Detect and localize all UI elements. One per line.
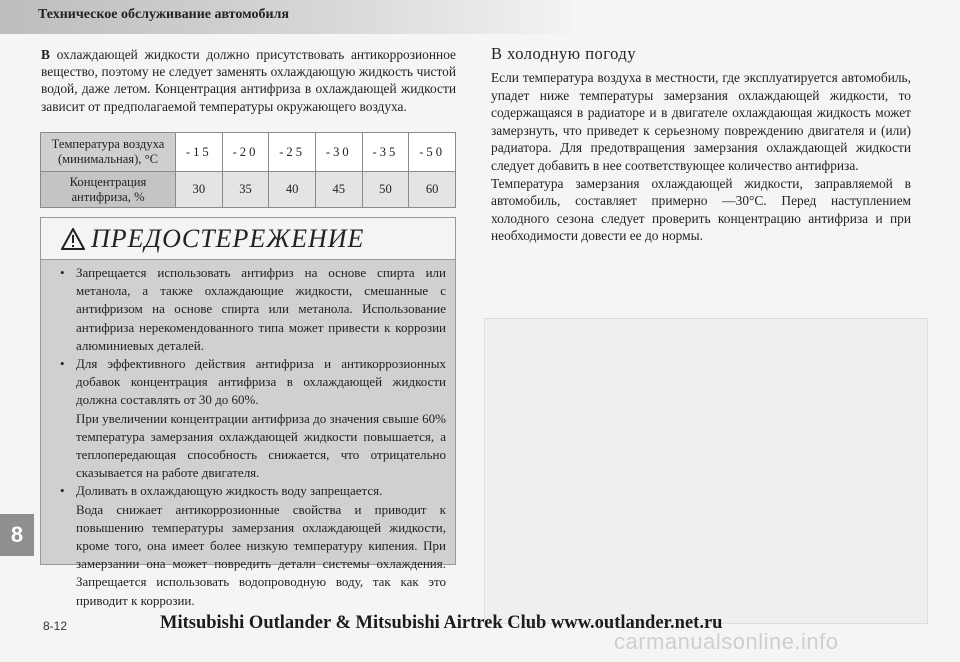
table-row-concentration [41, 172, 456, 208]
warning-item-continuation: Вода снижает антикоррозионные свойства и приводит к повышению температуры замерзания охлаждающей жидкости, кроме того, она имеет более низкую температуру кипения. При замерзании она может повредить детали системы охлаждения. Запрещается использовать водопроводную воду, так как это приводит к коррозии. [76, 501, 446, 608]
table-cell-temp: -50 [409, 133, 456, 172]
watermark: carmanualsonline.info [614, 629, 839, 654]
bullet: • [60, 356, 65, 372]
warning-item-text: Доливать в охлаждающую жидкость воду запрещается. [76, 483, 383, 499]
warning-header [41, 218, 455, 260]
warning-item [58, 355, 446, 410]
warning-item-text: Запрещается использовать антифриз на основе спирта или метанола, а также охлаждающие жидкости, смешанные с антифризом на основе спирта или метанола. Использование антифриза нерекомендованного типа может привести к коррозии алюминиевых деталей. [76, 265, 446, 353]
intro-paragraph [41, 46, 456, 115]
page-header-title: Техническое обслуживание автомобиля [38, 7, 289, 22]
table-cell-temp: -25 [269, 133, 316, 172]
table-cell-concentration: 35 [222, 172, 269, 208]
cold-weather-section [491, 44, 911, 245]
table-row-temperature [41, 133, 456, 172]
intro-text: охлаждающей жидкости должно присутствовать антикоррозионное вещество, поэтому не следует заменять охлаждающую жидкость чистой водой, даже летом. Концентрация антифриза в охлаждающей жидкости зависит от предполагаемой температуры окружающего воздуха. [41, 47, 456, 114]
page-number: 8-12 [43, 619, 68, 633]
warning-item-text: Для эффективного действия антифриза и антикоррозионных добавок концентрация антифриза в охлаждающей жидкости должна составлять от 30 до 60%. [76, 356, 446, 408]
warning-box [40, 217, 456, 608]
warning-title: ПРЕДОСТЕРЕЖЕНИЕ [91, 224, 365, 253]
faded-background-illustration [484, 318, 928, 624]
table-label-temperature: Температура воздуха (минимальная), °C [41, 133, 176, 172]
warning-body [58, 264, 446, 610]
antifreeze-table [40, 132, 456, 208]
table-cell-concentration: 45 [315, 172, 362, 208]
cold-weather-paragraph: Температура замерзания охлаждающей жидкости, заправляемой в автомобиль, составляет примерно —30°С. Перед наступлением холодного сезона следует проверить концентрацию антифриза и при необходимости довести ее до нормы. [491, 175, 911, 244]
table-cell-temp: -30 [315, 133, 362, 172]
warning-item [58, 264, 446, 355]
table-label-concentration: Концентрация антифриза, % [41, 172, 176, 208]
intro-lead-letter: В [41, 47, 50, 62]
warning-triangle-icon [61, 228, 85, 250]
table-cell-concentration: 50 [362, 172, 409, 208]
chapter-tab: 8 [0, 514, 34, 556]
table-cell-concentration: 30 [176, 172, 223, 208]
table-cell-temp: -15 [176, 133, 223, 172]
cold-weather-heading: В холодную погоду [491, 44, 637, 63]
table-cell-temp: -35 [362, 133, 409, 172]
bullet: • [60, 265, 65, 280]
warning-item-continuation: При увеличении концентрации антифриза до значения свыше 60% температура замерзания охлаждающей жидкости повышается, а теплопередающая способность снижается, что отрицательно сказывается на работе двигателя. [76, 410, 446, 481]
bullet: • [60, 483, 65, 499]
warning-item [58, 482, 446, 500]
table-cell-concentration: 60 [409, 172, 456, 208]
cold-weather-paragraph: Если температура воздуха в местности, где эксплуатируется автомобиль, упадет ниже температуры замерзания охлаждающей жидкости, то содержащаяся в радиаторе и в двигателе охлаждающая жидкость может замерзнуть, что приведет к серьезному повреждению двигателя и (или) радиатора. Для предотвращения замерзания охлаждающей жидкости следует добавить в нее соответствующее количество антифриза. [491, 70, 911, 173]
table-cell-concentration: 40 [269, 172, 316, 208]
footer-club-text: Mitsubishi Outlander & Mitsubishi Airtrek Club www.outlander.net.ru [160, 613, 723, 633]
table-cell-temp: -20 [222, 133, 269, 172]
